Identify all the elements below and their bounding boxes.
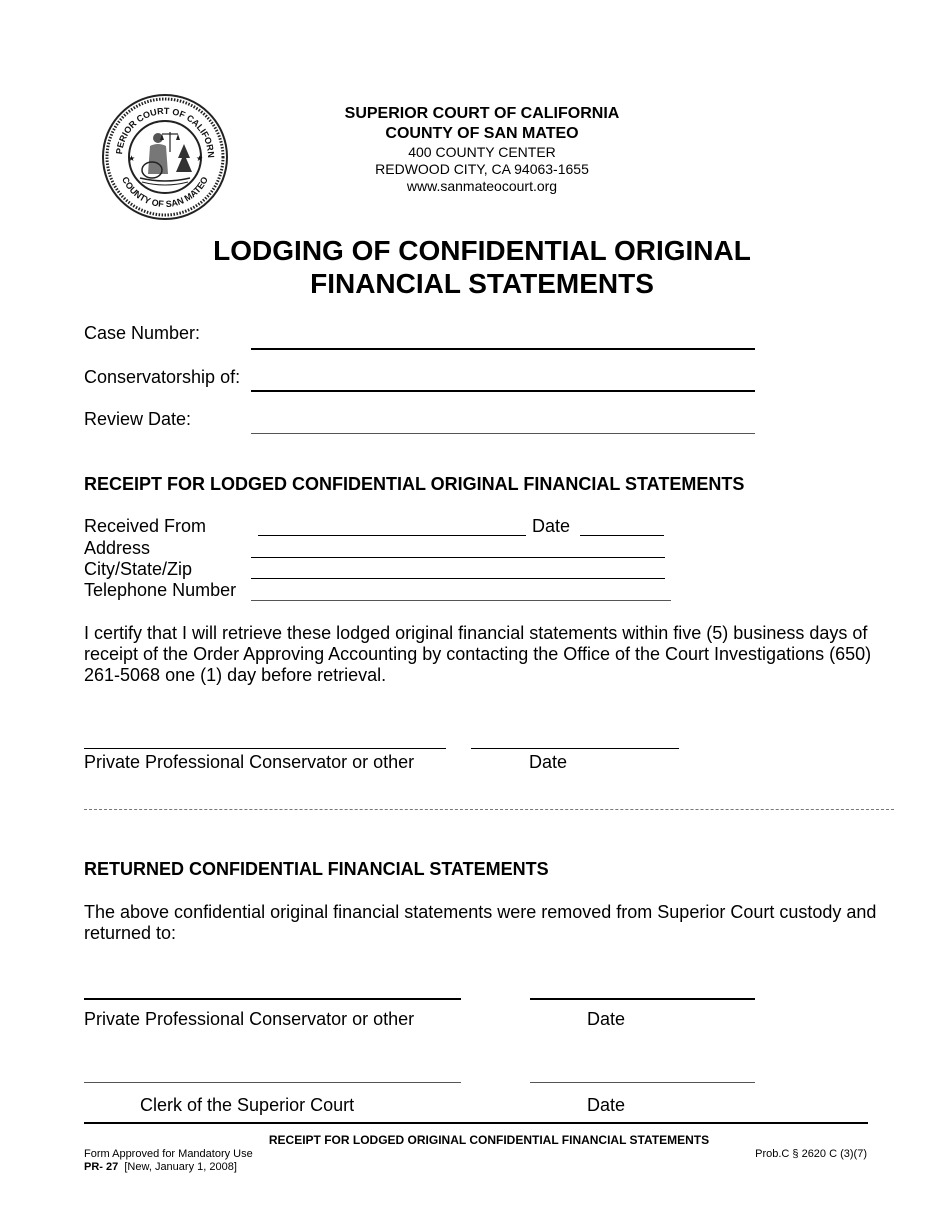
form-title-line-1: LODGING OF CONFIDENTIAL ORIGINAL [213, 235, 751, 266]
address-field[interactable] [251, 557, 665, 558]
cut-line-divider [84, 809, 894, 810]
returned-heading: RETURNED CONFIDENTIAL FINANCIAL STATEMENTS [84, 859, 549, 879]
received-date-label: Date [532, 516, 571, 536]
form-revision: [New, January 1, 2008] [124, 1161, 237, 1173]
svg-text:★: ★ [196, 154, 204, 163]
case-number-label: Case Number: [84, 323, 201, 343]
case-number-line [251, 348, 755, 350]
telephone-label: Telephone Number [84, 580, 237, 600]
review-date-line [251, 433, 755, 434]
court-website: www.sanmateocourt.org [406, 178, 558, 194]
court-name: SUPERIOR COURT OF CALIFORNIA [344, 105, 620, 122]
clerk-date-label: Date [587, 1095, 626, 1115]
form-number: PR- 27 [84, 1161, 119, 1173]
received-date-field[interactable] [580, 535, 664, 536]
receipt-heading: RECEIPT FOR LODGED CONFIDENTIAL ORIGINAL FINANCIAL STATEMENTS [84, 474, 745, 494]
form-id [84, 1161, 237, 1174]
form-title [100, 234, 864, 300]
svg-text:COUNTY OF SAN MATEO: COUNTY OF SAN MATEO [120, 175, 210, 210]
review-date-label: Review Date: [84, 409, 192, 429]
court-header [232, 104, 732, 195]
returned-signature-date-line[interactable] [530, 998, 755, 1000]
footer-title: RECEIPT FOR LODGED ORIGINAL CONFIDENTIAL FINANCIAL STATEMENTS [268, 1133, 710, 1147]
statute-reference: Prob.C § 2620 C (3)(7) [755, 1148, 867, 1160]
court-address-1: 400 COUNTY CENTER [408, 144, 556, 160]
returned-signer-label: Private Professional Conservator or other [84, 1009, 415, 1029]
clerk-signature-line[interactable] [84, 1082, 461, 1083]
received-from-label: Received From [84, 516, 207, 536]
received-from-field[interactable] [258, 535, 526, 536]
receipt-signer-date-label: Date [529, 752, 568, 772]
address-label: Address [84, 538, 151, 558]
court-address-2: REDWOOD CITY, CA 94063-1655 [375, 161, 589, 177]
returned-signature-line[interactable] [84, 998, 461, 1000]
returned-text: The above confidential original financial statements were removed from Superior Court custody and returned to: [84, 902, 877, 943]
city-state-zip-field[interactable] [251, 578, 665, 579]
clerk-label: Clerk of the Superior Court [140, 1095, 355, 1115]
receipt-signer-label: Private Professional Conservator or other [84, 752, 415, 772]
footer-rule [84, 1122, 868, 1124]
clerk-date-line[interactable] [530, 1082, 755, 1083]
form-title-line-2: FINANCIAL STATEMENTS [310, 268, 654, 299]
telephone-field[interactable] [251, 600, 671, 601]
receipt-signature-line[interactable] [84, 748, 446, 749]
court-seal-logo [100, 92, 230, 222]
certify-text: I certify that I will retrieve these lodged original financial statements within five (5) business days of receipt of the Order Approving Accounting by contacting the Office of the Court Investigations (650) 261-5068 one (1) day before retrieval. [84, 623, 872, 685]
county-name: COUNTY OF SAN MATEO [385, 125, 579, 142]
svg-text:SUPERIOR COURT OF CALIFORNIA: PERIOR COURT OF CALIFORN [114, 105, 217, 159]
conservatorship-line [251, 390, 755, 392]
conservatorship-label: Conservatorship of: [84, 367, 241, 387]
form-approved-text: Form Approved for Mandatory Use [84, 1148, 253, 1160]
svg-text:★: ★ [128, 154, 136, 163]
receipt-signature-date-line[interactable] [471, 748, 679, 749]
city-state-zip-label: City/State/Zip [84, 559, 193, 579]
returned-signer-date-label: Date [587, 1009, 626, 1029]
